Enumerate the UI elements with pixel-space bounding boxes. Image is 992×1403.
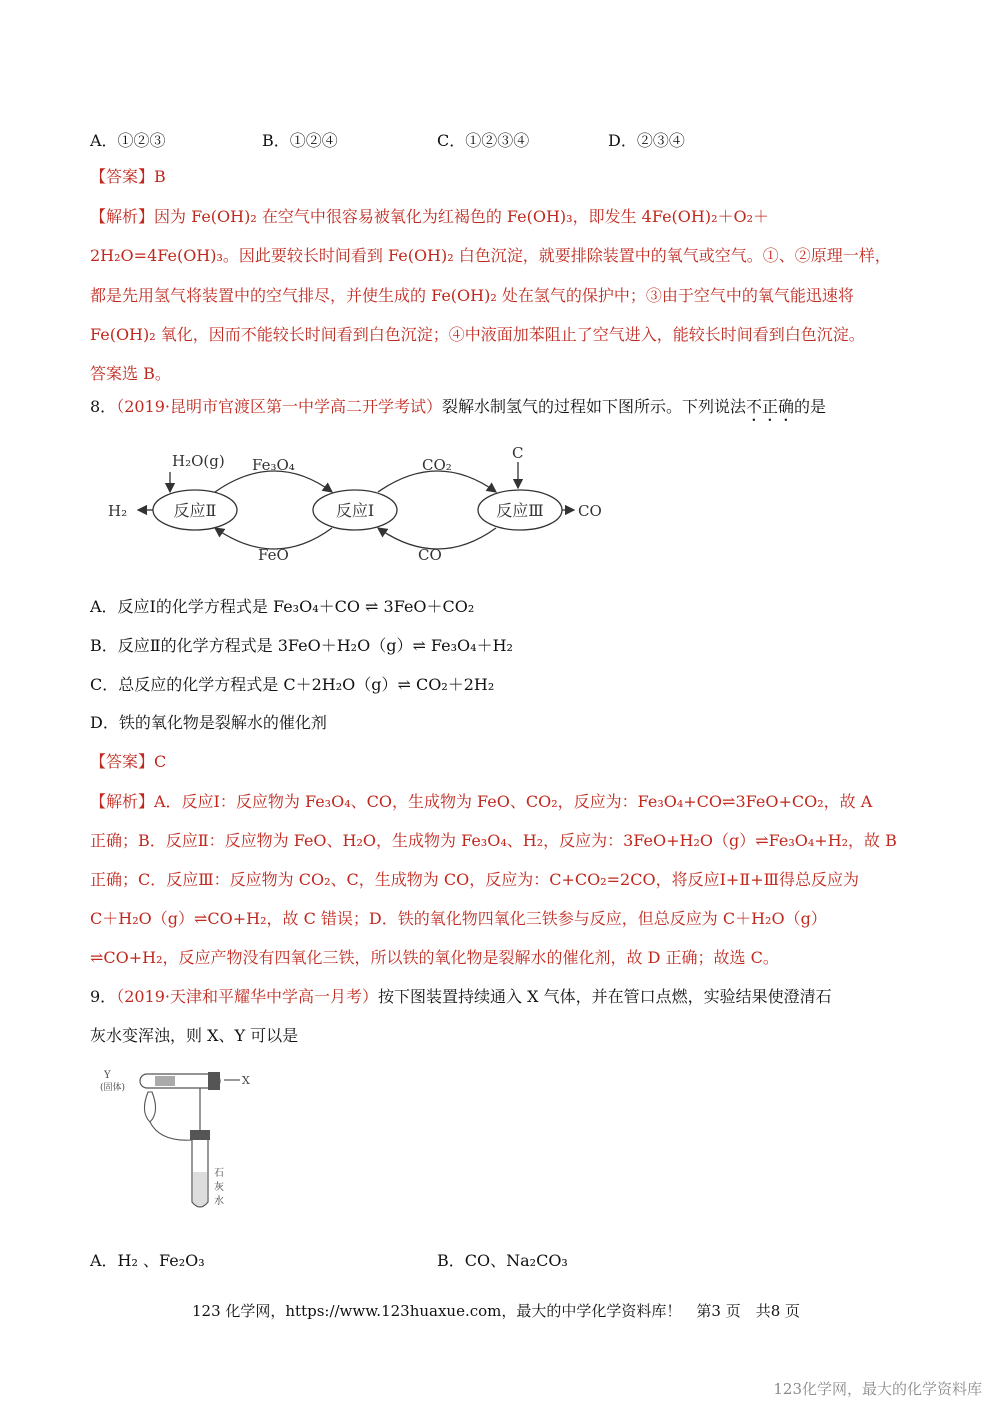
page-footer: 123 化学网，https://www.123huaxue.com，最大的中学化学资料库！ 第3 页 共8 页 [191,1302,801,1320]
tube-stopper [208,1072,220,1090]
limewater-label-1: 石 [214,1168,224,1179]
h2o-label: H₂O(g) [172,452,225,470]
site-watermark: 123化学网，最大的化学资料库 [773,1380,982,1398]
q8-answer: 【答案】C [90,752,167,771]
co2-arrow [378,471,496,492]
q8-source: （2019·昆明市官渡区第一中学高二开学考试） [116,397,442,416]
burner [144,1092,155,1122]
q7-option-d: D．②③④ [608,131,685,150]
q7-analysis-line-5: 答案选 B。 [90,364,171,383]
q7-analysis-line-3: 都是先用氢气将装置中的空气排尽，并使生成的 Fe(OH)₂ 处在氢气的保护中；③由于空气中的氧气能迅速将 [90,286,854,305]
q7-option-a: A．①②③ [90,131,166,150]
reaction-3-label: 反应Ⅲ [496,501,544,520]
q7-answer: 【答案】B [90,167,166,186]
q8-stem-end: 的是 [794,397,827,416]
solid-y [155,1076,175,1086]
q7-option-c: C．①②③④ [437,131,530,150]
fe3o4-label: Fe₃O₄ [252,456,295,474]
q9-stem-line-1 [90,987,832,1007]
co2-label: CO₂ [422,456,452,474]
q8-analysis-line-3: 正确；C．反应Ⅲ：反应物为 CO₂、C，生成物为 CO，反应为：C+CO₂=2CO，将反应Ⅰ+Ⅱ+Ⅲ得总反应为 [90,870,860,889]
q8-analysis-line-4: C＋H₂O（g）⇌CO+H₂，故 C 错误；D．铁的氧化物四氧化三铁参与反应，但总反应为 C＋H₂O（g） [90,909,827,928]
q8-option-c: C．总反应的化学方程式是 C＋2H₂O（g）⇌ CO₂＋2H₂ [90,675,495,694]
q7-analysis-line-2: 2H₂O=4Fe(OH)₃。因此要较长时间看到 Fe(OH)₂ 白色沉淀，就要排除装置中的氧气或空气。①、②原理一样， [90,246,891,265]
q8-analysis-line-1: 【解析】A．反应Ⅰ：反应物为 Fe₃O₄、CO，生成物为 FeO、CO₂，反应为：Fe₃O₄+CO⇌3FeO+CO₂，故 A [90,792,873,811]
solid-label: (固体) [100,1083,126,1093]
c-label: C [512,444,524,462]
q7-analysis-line-4: Fe(OH)₂ 氧化，因而不能较长时间看到白色沉淀；④中液面加苯阻止了空气进入，能较长时间看到白色沉淀。 [90,325,865,344]
limewater-label-3: 水 [214,1196,224,1207]
co-label: CO [418,546,442,564]
q9-option-b: B．CO、Na₂CO₃ [437,1251,568,1270]
q7-option-b: B．①②④ [262,131,338,150]
x-label: X [242,1074,250,1087]
q8-option-b: B．反应Ⅱ的化学方程式是 3FeO＋H₂O（g）⇌ Fe₃O₄＋H₂ [90,636,513,655]
q8-stem [90,397,826,425]
connector-tube [150,1122,192,1140]
limewater-label-2: 灰 [214,1182,224,1193]
reaction-2-label: 反应Ⅱ [173,501,217,520]
q8-stem-emphasis: 不正确 [746,397,795,416]
q9-stem-line-2: 灰水变浑浊，则 X、Y 可以是 [90,1026,299,1045]
q8-analysis-line-5: ⇌CO+H₂，反应产物没有四氧化三铁，所以铁的氧化物是裂解水的催化剂，故 D 正确；故选 C。 [90,948,779,967]
h2-label: H₂ [108,502,128,520]
q8-option-d: D．铁的氧化物是裂解水的催化剂 [90,713,327,732]
q9-stem-text: 按下图装置持续通入 X 气体，并在管口点燃，实验结果使澄清石 [378,987,832,1006]
co-out-label: CO [578,502,602,520]
fe3o4-arrow [215,471,332,492]
test-tube-stopper [190,1130,210,1140]
y-label: Y [104,1070,111,1081]
q7-analysis-line-1: 【解析】因为 Fe(OH)₂ 在空气中很容易被氧化为红褐色的 Fe(OH)₃，即发生 4Fe(OH)₂＋O₂＋ [90,207,770,226]
q8-stem-text: 裂解水制氢气的过程如下图所示。下列说法 [442,397,747,416]
q9-number: 9． [90,987,117,1006]
reaction-1-label: 反应Ⅰ [335,501,375,520]
q8-option-a: A．反应Ⅰ的化学方程式是 Fe₃O₄＋CO ⇌ 3FeO＋CO₂ [90,597,475,616]
q9-source: （2019·天津和平耀华中学高一月考） [116,987,378,1006]
feo-label: FeO [258,546,289,564]
q8-analysis-line-2: 正确；B．反应Ⅱ：反应物为 FeO、H₂O，生成物为 Fe₃O₄、H₂，反应为：3FeO+H₂O（g）⇌Fe₃O₄+H₂，故 B [90,831,897,850]
apparatus-figure [100,1062,260,1222]
limewater [193,1172,207,1206]
q9-option-a: A．H₂ 、Fe₂O₃ [90,1251,205,1270]
q8-number: 8． [90,397,117,416]
reaction-cycle-diagram [100,440,620,570]
